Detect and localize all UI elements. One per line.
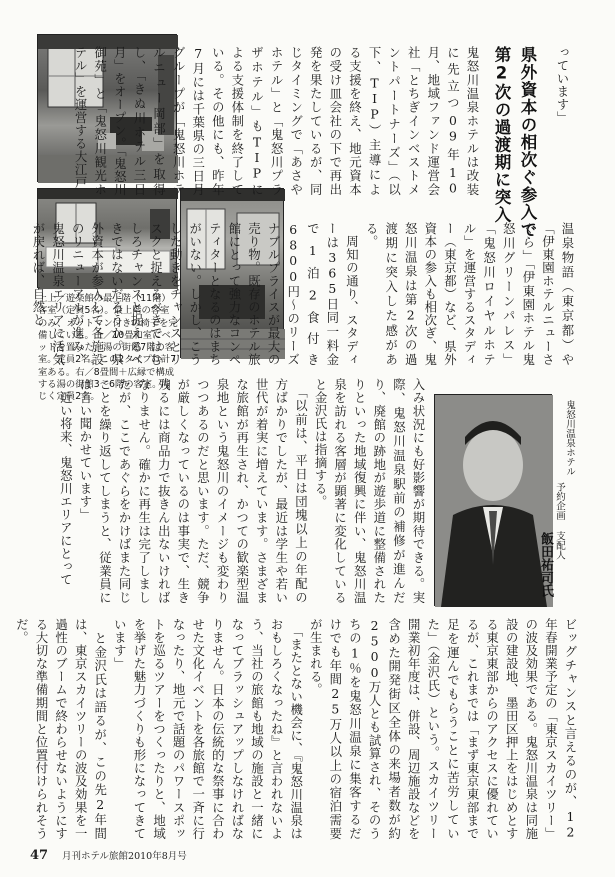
- section-headline: 県外資本の相次ぐ参入で 第2次の過渡期に突入: [492, 46, 537, 239]
- article-column-top-body: 鬼怒川温泉ホテルは改装に先立つ09年10月、地域ファンド運営会社「とちぎインベストメントパートナーズ」（以下、TIP）主導による支援を終え、地元資本の受け皿会社の下で再出発を果たしているが、同じタイミングで「あさやホテル」と「鬼怒川プラザホテル」もTIPによる支援体制を終了している。その他にも、昨年7月には千葉県の三日月グループが「鬼怒川ホテルニュー岡部」を取得し、「きぬ川ホテル三日月」をオープン。「鬼怒川御苑」と「鬼怒川観光ホテル」を運営する大江戸: [73, 46, 480, 196]
- publication-name: 月刊ホテル旅館2010年8月号: [62, 851, 187, 862]
- person-caption-role: 予約企画 支配人: [554, 482, 565, 560]
- article-column-middle-left: 入み状況にも好影響が期待できる。実際、鬼怒川温泉駅前の補修が進んだり、廃館の跡地が遊歩道に整備されたりといった地域復興に伴い、鬼怒川温泉を訪れる客層が顕著に変化していると金沢氏は指摘する。 「以前は、平日は団塊以上の年配の方ばかりでしたが、最近は学生や若い世代が着実に増えています。さまざまな旅館が再生され、かつての歓楽型温泉地という鬼怒川のイメージも変わりつつあるのだと思います。ただ、競争が厳しくなっているのは事実で、生き残るには商品力で抜きん出ないければなりません。確かに再生は完了しましたが、ここであぐらをかけばまた同じことを繰り返してしまうと、従業員には言い聞かせています」 近い将来、鬼怒川エリアにとって: [58, 378, 426, 604]
- article-column-bottom: ビッグチャンスと言えるのが、12年春開業予定の「東京スカイツリー」の波及効果である。鬼怒川温泉は同施設の建設地、墨田区押上をはじめとする東京東部からのアクセスに優れているが、これまでは「まず東京東部まで足を運んでもらうことに苦労していた」（金沢氏）という。スカイツリー開業初年度は、併設、周辺施設などを含めた開発街区全体の来場者数が約2500万人とも試算され、そのうちの1％を鬼怒川温泉に集客するだけでも年間25万人以上の宿泊需要が生まれる。 「またとない機会に、『鬼怒川温泉はおもしろくなったね』と言われないよう、当社の旅館も地域の施設と一緒になってブラッシュアップしなければなりません。日本の伝統的な祭事に合わせた文化イベントを各旅館で一斉に行なったり、地元で話題のパワースポットを巡るツアーをつくったりと、地域を挙げた魅力づくりも形になってきています」 と金沢氏は語るが、この先2年間は、東京スカイツリーの波及効果を一過性のブームで終わらせないようにする大切な準備期間と位置付けられそうだ。: [14, 618, 578, 840]
- photo-caption: 上上／遊楽館の最上階（11階）客室（定員5名）。最上階の客室のみ、オットマン付きの椅子を完備している。上／10畳和室にベッドを置いた、湯の街館7階の客室。定員2名。この2タイプは計7室ある。右／8畳間＋広縁で構成する湯の街館3〜6階の客室。同じく定員2名。: [38, 293, 178, 403]
- person-caption-company: 鬼怒川温泉ホテル: [564, 400, 575, 476]
- page-number: 47: [30, 848, 49, 863]
- portrait-photo: [434, 394, 552, 606]
- article-column-middle-right: 温泉物語（東京都）や「伊東園ホテルニューさくら」「伊東園ホテル鬼怒川グリーンパレス」「鬼怒川ロイヤルホテル」を運営するスタディー（東京都）など、県外資本の参入も相次ぎ、鬼怒川温泉は第2次の過渡期に突入した感がある。 周知の通り、スタディーは365日同一料金で1泊2食付き6800円〜のリーズナブルプライスが最大の売り物。既存のホテル旅館にとって強力なコンペティターとなるのはまちがいない。しかし、こうした動きをチャンスとリスクと捉えるべきではむしろチャンスと捉えるべきではないだろうか。県外資本が参入して各施設のリニューアルが進み、鬼怒川温泉エリアに活気が戻れば、自然と: [30, 222, 575, 366]
- person-caption-name: 飯田祐司氏: [538, 532, 553, 597]
- article-column-top-lead: っています」: [555, 46, 570, 124]
